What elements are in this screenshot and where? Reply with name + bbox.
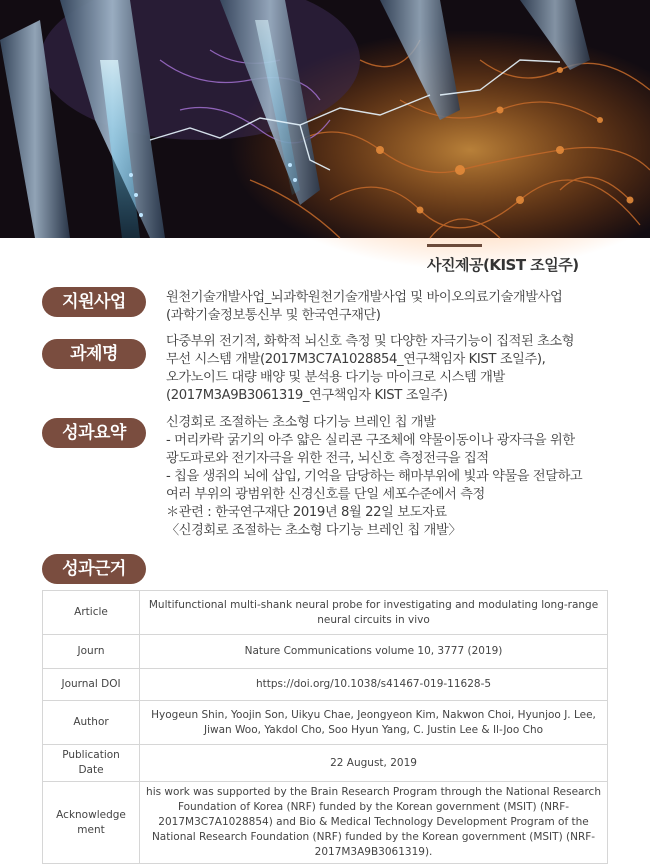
project-text [166,333,574,405]
key-line: ment [77,823,105,836]
table-row [43,635,608,669]
row-value [140,745,608,782]
table-row [43,782,608,864]
evidence-label: 성과근거 [42,554,146,584]
value-line: Jiwan Woo, Yakdol Cho, Soo Hyun Yang, C. Justin Lee & Il-Joo Cho [204,723,544,736]
row-key [43,782,140,864]
summary-line: - 칩을 생쥐의 뇌에 삽입, 기억을 담당하는 해마부위에 빛과 약물을 전달하고 [166,469,583,484]
evidence-table [42,590,608,864]
summary-line: 여러 부위의 광범위한 신경신호를 단일 세포수준에서 측정 [166,487,485,502]
row-value [140,635,608,669]
value-line: Hyogeun Shin, Yoojin Son, Uikyu Chae, Jeongyeon Kim, Nakwon Choi, Hyunjoo J. Lee, [151,708,596,721]
row-key: Journal DOI [43,669,140,701]
value-line: Multifunctional multi-shank neural probe for investigating and modulating long-range [148,598,599,611]
credit-accent-line [427,244,482,247]
table-row [43,591,608,635]
row-key: Author [43,701,140,745]
doi-link[interactable]: https://doi.org/10.1038/s41467-019-11628-5 [255,678,492,690]
project-line: (2017M3A9B3061319_연구책임자 KIST 조일주) [166,388,448,403]
value-line: Nature Communications volume 10, 3777 (2019) [244,645,503,657]
hero-image [0,0,650,238]
row-value [140,669,608,701]
value-line: 22 August, 2019 [330,756,417,769]
value-line: his work was supported by the Brain Research Program through the National Research [146,786,601,798]
project-line: 무선 시스템 개발(2017M3C7A1028854_연구책임자 KIST 조일주), [166,352,546,367]
funding-line: 원천기술개발사업_뇌과학원천기술개발사업 및 바이오의료기술개발사업 [166,290,563,305]
value-line: 2017M3C7A1028854) and Bio & Medical Technology Development Program of the [158,816,589,828]
project-line: 오가노이드 대량 배양 및 분석용 다기능 마이크로 시스템 개발 [166,370,505,385]
value-line: neural circuits in vivo [317,613,430,626]
row-key: Journ [43,635,140,669]
funding-label: 지원사업 [42,287,146,317]
row-value [140,782,608,864]
summary-label: 성과요약 [42,418,146,448]
project-line: 다중부위 전기적, 화학적 뇌신호 측정 및 다양한 자극기능이 집적된 초소형 [166,334,575,349]
summary-line: ＊관련 : 한국연구재단 2019년 8월 22일 보도자료 [166,505,447,520]
row-key: Article [43,591,140,635]
row-value [140,591,608,635]
summary-line: 〈신경회로 조절하는 초소형 다기능 브레인 칩 개발〉 [166,523,462,538]
value-line: Foundation of Korea (NRF) funded by the Korean government (MSIT) (NRF- [177,801,570,813]
summary-text [166,414,582,540]
funding-text [166,289,562,325]
value-line: National Research Foundation (NRF) funded by the Korean government (MSIT) (NRF- [151,831,596,843]
table-row [43,745,608,782]
project-label: 과제명 [42,339,146,369]
funding-line: (과학기술정보통신부 및 한국연구재단) [166,308,381,323]
value-line: 2017M3A9B3061319). [314,846,433,858]
row-key: Publication Date [43,745,140,782]
summary-line: 신경회로 조절하는 초소형 다기능 브레인 칩 개발 [166,415,436,430]
table-row [43,701,608,745]
table-row [43,669,608,701]
neural-probe-illustration [0,0,650,238]
key-line: Acknowledge [56,808,126,821]
image-credit: 사진제공(KIST 조일주) [427,256,579,274]
summary-line: 광도파로와 전기자극을 위한 전극, 뇌신호 측정전극을 집적 [166,451,489,466]
summary-line: - 머리카락 굵기의 아주 얇은 실리콘 구조체에 약물이동이나 광자극을 위한 [166,433,575,448]
row-value [140,701,608,745]
